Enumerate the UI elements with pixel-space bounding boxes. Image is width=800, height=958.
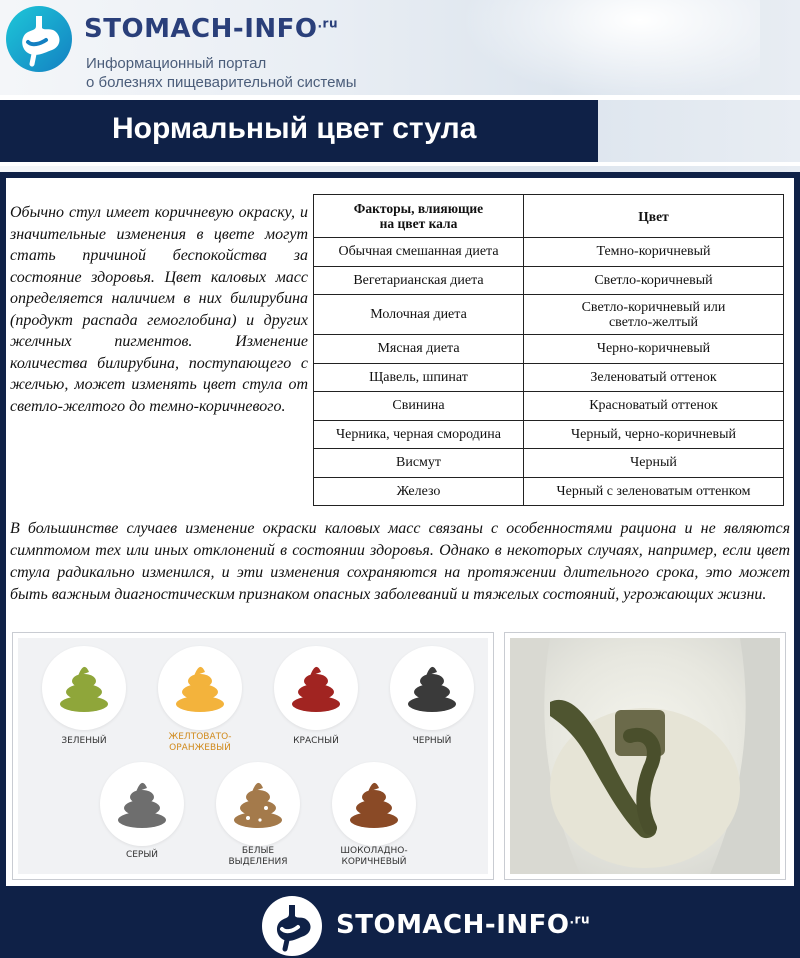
site-brand[interactable]: [84, 14, 338, 44]
table-row: [314, 238, 784, 267]
color-cell: Зеленоватый оттенок: [524, 363, 784, 392]
column-header-factors-line-2: на цвет кала: [379, 216, 458, 231]
header-background-lab: [460, 0, 760, 100]
stool-color-label: [203, 846, 313, 868]
table-row: [314, 449, 784, 478]
color-cell: Черно-коричневый: [524, 335, 784, 364]
table-row: [314, 363, 784, 392]
footer-stomach-logo-icon[interactable]: [262, 896, 322, 956]
site-tagline: [86, 54, 357, 92]
stool-shape: [346, 774, 402, 830]
stool-color-label: СЕРЫЙ: [125, 850, 159, 860]
stool-color-label-line-2: КОРИЧНЕВЫЙ: [341, 857, 407, 867]
toilet-photo: [504, 632, 786, 880]
stool-color-label-line-1: ЖЕЛТОВАТО-: [168, 732, 232, 742]
stool-green-icon: [42, 646, 126, 730]
table-header-row: [314, 195, 784, 238]
stomach-logo-icon[interactable]: [6, 6, 72, 72]
footer-brand[interactable]: [336, 910, 590, 940]
column-header-factors: [314, 195, 524, 238]
stool-color-label-line-2: ВЫДЕЛЕНИЯ: [228, 857, 288, 867]
stool-color-label: [145, 732, 255, 754]
stool-shape: [288, 658, 344, 714]
stool-color-label: [319, 846, 429, 868]
stool-color-label-line-1: ШОКОЛАДНО-: [340, 846, 408, 856]
factor-cell: Черника, черная смородина: [314, 420, 524, 449]
color-cell: Черный, черно-коричневый: [524, 420, 784, 449]
color-cell-line-2: светло-желтый: [608, 314, 699, 330]
factor-cell: Мясная диета: [314, 335, 524, 364]
color-cell: Темно-коричневый: [524, 238, 784, 267]
stool-shape: [56, 658, 112, 714]
table-row: [314, 295, 784, 335]
table-row: [314, 477, 784, 506]
table-row: [314, 420, 784, 449]
stool-shape: [230, 774, 286, 830]
color-cell: Черный с зеленоватым оттенком: [524, 477, 784, 506]
color-cell: Черный: [524, 449, 784, 478]
stool-yellow-orange-icon: [158, 646, 242, 730]
intro-text: Обычно стул имеет коричневую окраску, и значительные изменения в цвете могут стать причиной беспокойства за состояние здоровья. Цвет каловых масс определяется наличием в них билирубина (продукт распада гемоглобина) и других желчных пигментов. Изменение количества билирубина, поступающего с желчью, может изменять цвет стула от светло-желтого до темно-коричневого.: [10, 204, 308, 415]
content-panel: [6, 178, 794, 886]
stool-black-icon: [390, 646, 474, 730]
stool-color-label: ЧЕРНЫЙ: [412, 736, 452, 746]
factor-cell: Щавель, шпинат: [314, 363, 524, 392]
table-row: [314, 266, 784, 295]
color-cell: Светло-коричневый: [524, 266, 784, 295]
footer-brand-suffix: .ru: [569, 912, 591, 927]
body-paragraph: В большинстве случаев изменение окраски каловых масс связаны с особенностями рациона и не являются симптомом тех или иных отклонений в состоянии здоровья. Однако в некоторых случаях, например, если цвет стула радикально изменился, и эти изменения сохраняются на протяжении длительного срока, это может быть важным диагностическим признаком опасных заболеваний и тяжелых состояний, угрожающих жизни.: [10, 520, 790, 603]
color-cell: [524, 295, 784, 335]
stool-shape: [172, 658, 228, 714]
brand-name: STOMACH-INFO: [84, 14, 318, 44]
stool-color-label: ЗЕЛЕНЫЙ: [61, 736, 107, 746]
factor-cell: Вегетарианская диета: [314, 266, 524, 295]
stool-color-chart: [18, 638, 488, 874]
color-cell-line-1: Светло-коричневый или: [581, 299, 726, 315]
factor-cell: Молочная диета: [314, 295, 524, 335]
toilet-photo-content: [510, 638, 780, 874]
stool-chocolate-brown-icon: [332, 762, 416, 846]
factor-cell: Обычная смешанная диета: [314, 238, 524, 267]
stool-color-label: КРАСНЫЙ: [293, 736, 339, 746]
stool-red-icon: [274, 646, 358, 730]
stool-color-chart-image: [12, 632, 494, 880]
table-row: [314, 335, 784, 364]
tagline-line-1: Информационный портал: [86, 55, 267, 72]
stool-shape: [114, 774, 170, 830]
brand-suffix: .ru: [317, 16, 339, 31]
color-cell: Красноватый оттенок: [524, 392, 784, 421]
table-row: [314, 392, 784, 421]
footer-brand-name: STOMACH-INFO: [336, 910, 570, 940]
page-title: Нормальный цвет стула: [112, 112, 477, 145]
title-bar: [0, 100, 598, 162]
site-header: [0, 0, 800, 172]
stool-shape: [404, 658, 460, 714]
stool-white-streaks-icon: [216, 762, 300, 846]
column-header-factors-line-1: Факторы, влияющие: [353, 201, 484, 216]
factor-cell: Железо: [314, 477, 524, 506]
column-header-color: Цвет: [524, 195, 784, 238]
factor-cell: Висмут: [314, 449, 524, 478]
factor-cell: Свинина: [314, 392, 524, 421]
toilet-bowl-illustration: [510, 638, 780, 874]
stool-color-label-line-1: БЕЛЫЕ: [241, 846, 275, 856]
divider: [0, 162, 800, 166]
stool-gray-icon: [100, 762, 184, 846]
stool-color-label-line-2: ОРАНЖЕВЫЙ: [169, 743, 231, 753]
stool-color-factors-table: [313, 194, 784, 506]
tagline-line-2: о болезнях пищеварительной системы: [86, 74, 357, 91]
